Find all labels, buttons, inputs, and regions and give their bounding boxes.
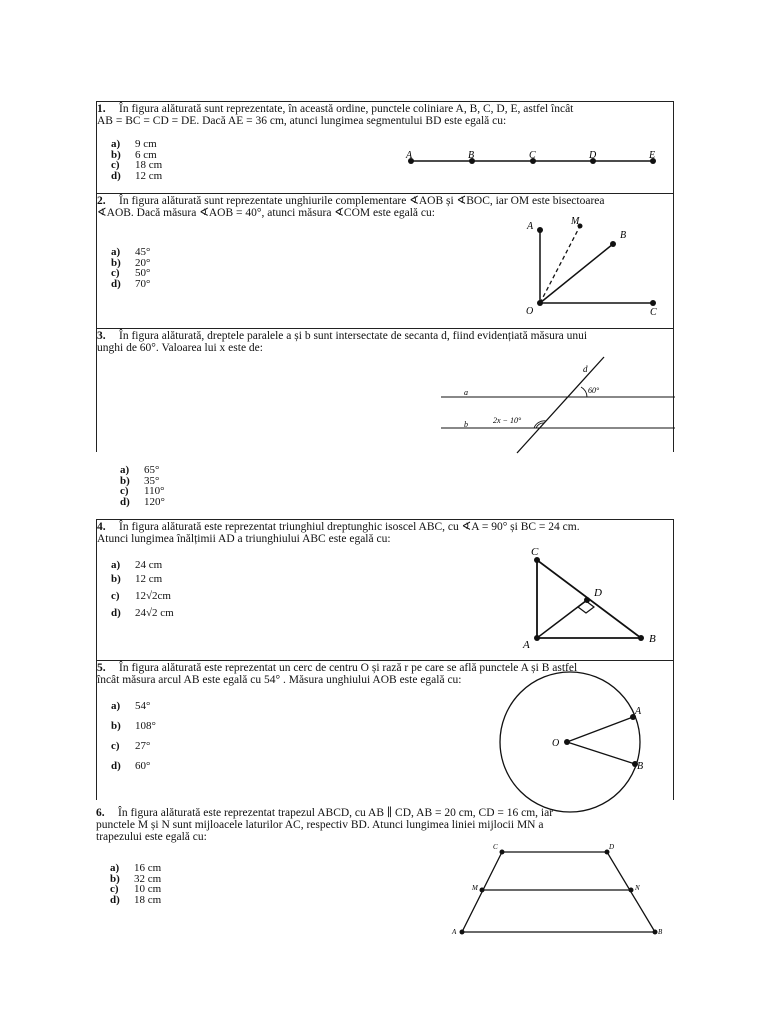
question-3-figure (97, 329, 675, 453)
label-a: A (527, 221, 534, 232)
option-a: a) 65° (120, 464, 160, 476)
option-a: a) 45° (111, 246, 151, 258)
ray-ob (540, 244, 613, 303)
label-n: N (635, 884, 640, 892)
option-d: d) 70° (111, 277, 151, 290)
point-b (610, 241, 616, 247)
point-o (537, 300, 543, 306)
question-3-number: 3. (97, 330, 106, 342)
option-c: c) 27° (111, 740, 151, 752)
question-4-text: 4. În figura alăturată este reprezentat triunghiul dreptunghic isoscel ABC, cu ∢A = 90° și BC = 24 cm. Atunci lungimea înălțimii AD a triunghiului ABC este egală cu: (97, 521, 580, 545)
label-d: D (609, 843, 615, 851)
label-a: a (464, 388, 468, 397)
point-a (534, 635, 540, 641)
option-a: a) 16 cm (110, 862, 162, 874)
label-m: M (472, 884, 478, 892)
question-2-text: 2. În figura alăturată sunt reprezentate unghiurile complementare ∢AOB și ∢BOC, iar OM este bisectoarea ∢AOB. Dacă măsura ∢AOB = 40°, atunci măsura ∢COM este egală cu: (97, 195, 605, 219)
question-2-number: 2. (97, 195, 106, 207)
question-1-number: 1. (97, 103, 106, 115)
question-5-text: 5. În figura alăturată este reprezentat un cerc de centru O și rază r pe care se află punctele A și B astfel încât măsura arcul AB este egală cu 54° . Măsura unghiului AOB este egală cu: (97, 662, 578, 686)
label-m: M (571, 216, 580, 227)
label-b: b (464, 420, 468, 429)
point-b (653, 930, 658, 935)
label-angle-2x: 2x − 10° (493, 416, 522, 425)
label-b: B (637, 761, 644, 772)
point-b (638, 635, 644, 641)
question-5-figure (97, 661, 675, 801)
label-a: A (635, 706, 642, 717)
point-m (480, 888, 485, 893)
question-6-number: 6. (96, 807, 105, 819)
question-4 (96, 519, 674, 660)
ray-om (540, 226, 580, 303)
option-c: c) 12√2cm (111, 590, 171, 602)
label-angle-60: 60° (588, 386, 600, 395)
option-d: d) 60° (111, 760, 151, 772)
option-c: c) 10 cm (110, 883, 162, 895)
question-2 (96, 193, 674, 328)
question-1-text: 1. În figura alăturată sunt reprezentate, în această ordine, punctele coliniare A, B, C, D, E, astfel încât AB = BC = CD = DE. Dacă AE = 36 cm, atunci lungimea segmentului BD este egală cu: (97, 103, 574, 127)
point-d (584, 597, 590, 603)
point-c (650, 300, 656, 306)
option-a: a) 9 cm (111, 138, 157, 150)
label-d: d (583, 364, 588, 374)
label-b: B (468, 150, 475, 161)
option-d: d) 12 cm (111, 169, 163, 182)
question-3 (96, 328, 674, 452)
option-b: b) 108° (111, 720, 156, 732)
label-d: D (594, 587, 602, 599)
option-d: d) 120° (120, 495, 165, 508)
label-a: A (523, 639, 530, 651)
option-b: b) 32 cm (110, 872, 162, 885)
trapezoid-abdc (462, 852, 655, 932)
question-2-figure (97, 194, 675, 329)
question-6 (96, 806, 674, 938)
question-4-number: 4. (97, 521, 106, 533)
label-o: O (552, 738, 560, 749)
question-3-options (120, 465, 165, 507)
label-a: A (406, 150, 413, 161)
option-b: b) 35° (120, 474, 160, 487)
option-b: b) 12 cm (111, 573, 163, 585)
point-o (564, 739, 570, 745)
question-3-text: 3. În figura alăturată, dreptele paralele a și b sunt intersectate de secanta d, fiind evidențiată măsura unui unghi de 60°. Valoarea lui x este de: (97, 330, 588, 354)
option-d: d) 18 cm (110, 893, 162, 906)
option-c: c) 110° (120, 485, 165, 497)
label-d: D (589, 150, 597, 161)
label-c: C (650, 307, 657, 318)
option-b: b) 20° (111, 256, 151, 269)
secant-d (517, 357, 604, 453)
question-5-number: 5. (97, 662, 106, 674)
question-6-figure (96, 806, 674, 938)
option-a: a) 24 cm (111, 559, 163, 571)
label-c: C (529, 150, 536, 161)
point-n (629, 888, 634, 893)
option-a: a) 54° (111, 700, 151, 712)
question-4-figure (97, 520, 675, 661)
question-1 (96, 101, 674, 193)
point-a (537, 227, 543, 233)
option-c: c) 50° (111, 267, 151, 279)
question-6-text: 6. În figura alăturată este reprezentat trapezul ABCD, cu AB ∥ CD, AB = 20 cm, CD = 16 cm, iar punctele M și N sunt mijloacele laturilor AC, respectiv BD. Atunci lungimea liniei mijlocii MN a trapezului este egală cu: (96, 807, 554, 843)
label-b: B (620, 230, 627, 241)
point-a (460, 930, 465, 935)
radius-ob (567, 742, 635, 764)
label-b: B (658, 928, 663, 936)
question-5 (96, 660, 674, 800)
label-b: B (649, 633, 656, 645)
label-c: C (531, 546, 539, 558)
point-c (500, 850, 505, 855)
option-b: b) 6 cm (111, 148, 157, 161)
label-c: C (493, 843, 498, 851)
angle-arc-60 (581, 387, 587, 397)
label-a: A (452, 928, 457, 936)
radius-oa (567, 717, 633, 742)
option-d: d) 24√2 cm (111, 607, 174, 619)
label-o: O (526, 306, 534, 317)
option-c: c) 18 cm (111, 159, 163, 171)
label-e: E (649, 150, 656, 161)
question-1-figure (97, 102, 675, 194)
